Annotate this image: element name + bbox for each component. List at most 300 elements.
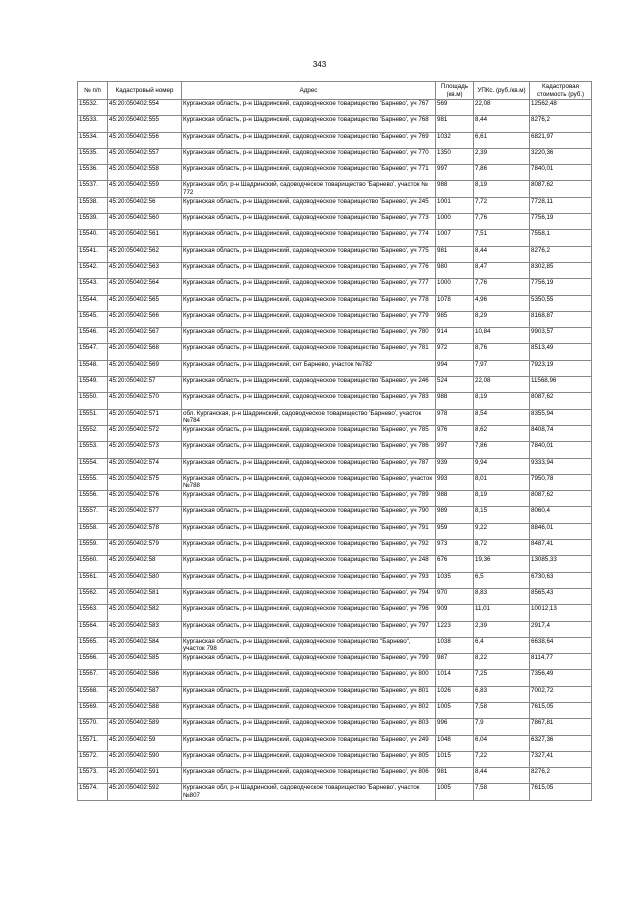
table-row [78,768,592,784]
address-cell: Курганская область, р-н Шадринский, садоводческое товарищество 'Барнево', уч 769 [182,132,436,148]
row-number-cell: 15569. [78,702,108,718]
row-number-cell: 15562. [78,588,108,604]
row-number-cell: 15564. [78,621,108,637]
upks-cell: 7,58 [474,784,530,800]
row-number-cell: 15550. [78,393,108,409]
address-cell: Курганская область, р-н Шадринский, садоводческое товарищество 'Барнево', уч 774 [182,230,436,246]
row-number-cell: 15548. [78,360,108,376]
upks-cell: 7,86 [474,442,530,458]
row-number-cell: 15559. [78,540,108,556]
area-cell: 524 [436,377,474,393]
cadastral-value-cell: 8114,77 [530,654,592,670]
row-number-cell: 15540. [78,230,108,246]
row-number-cell: 15541. [78,246,108,262]
address-cell: Курганская область, р-н Шадринский, садоводческое товарищество 'Барнево', уч 245 [182,197,436,213]
area-cell: 939 [436,458,474,474]
table-row [78,458,592,474]
cadastral-number-cell: 45:20:050402:564 [108,279,182,295]
address-cell: Курганская область, р-н Шадринский, садоводческое товарищество 'Барнево', уч 797 [182,621,436,637]
table-row [78,100,592,116]
row-number-cell: 15536. [78,165,108,181]
cadastral-number-cell: 45:20:050402:571 [108,409,182,425]
cadastral-number-cell: 45:20:050402:58 [108,556,182,572]
row-number-cell: 15560. [78,556,108,572]
row-number-cell: 15567. [78,670,108,686]
address-cell: Курганская область, р-н Шадринский, садоводческое товарищество 'Барнево', уч 802 [182,702,436,718]
upks-cell: 6,04 [474,735,530,751]
cadastral-value-cell: 7002,72 [530,686,592,702]
table-row [78,442,592,458]
cadastral-number-cell: 45:20:050402:560 [108,214,182,230]
cadastral-value-cell: 6821,97 [530,132,592,148]
upks-cell: 8,19 [474,491,530,507]
upks-cell: 8,29 [474,311,530,327]
cadastral-number-cell: 45:20:050402:590 [108,751,182,767]
address-cell: Курганская область, р-н Шадринский, садоводческое товарищество 'Барнево', уч 770 [182,148,436,164]
table-row [78,540,592,556]
cadastral-number-cell: 45:20:050402:579 [108,540,182,556]
cadastral-number-cell: 45:20:050402:591 [108,768,182,784]
row-number-cell: 15566. [78,654,108,670]
area-cell: 569 [436,100,474,116]
upks-cell: 7,51 [474,230,530,246]
table-row [78,295,592,311]
area-cell: 981 [436,246,474,262]
area-cell: 1015 [436,751,474,767]
upks-cell: 8,01 [474,474,530,490]
upks-cell: 8,54 [474,409,530,425]
row-number-cell: 15551. [78,409,108,425]
address-cell: Курганская область, р-н Шадринский, садоводческое товарищество 'Барнево', уч 796 [182,605,436,621]
address-cell: Курганская обл, р-н Шадринский, садоводческое товарищество 'Барнево', участок №807 [182,784,436,800]
cadastral-value-cell: 6730,63 [530,572,592,588]
table-body [78,100,592,801]
table-row [78,588,592,604]
area-cell: 981 [436,768,474,784]
cadastral-value-cell: 6638,64 [530,637,592,653]
area-cell: 981 [436,116,474,132]
upks-cell: 8,19 [474,393,530,409]
address-cell: Курганская область, р-н Шадринский, садоводческое товарищество 'Барнево', уч 790 [182,507,436,523]
upks-cell: 10,84 [474,328,530,344]
cadastral-value-cell: 8087,62 [530,491,592,507]
table-row [78,279,592,295]
cadastral-value-cell: 13085,33 [530,556,592,572]
header-cadastral-number: Кадастровый номер [108,82,182,100]
cadastral-number-cell: 45:20:050402:577 [108,507,182,523]
upks-cell: 7,22 [474,751,530,767]
table-row [78,181,592,197]
cadastral-value-cell: 9903,57 [530,328,592,344]
address-cell: Курганская обл, р-н Шадринский, садоводческое товарищество 'Барнево', участок № 772 [182,181,436,197]
row-number-cell: 15554. [78,458,108,474]
row-number-cell: 15544. [78,295,108,311]
table-row [78,474,592,490]
table-row [78,132,592,148]
table-row [78,507,592,523]
address-cell: Курганская область, р-н Шадринский, садоводческое товарищество 'Барнево', уч 801 [182,686,436,702]
table-row [78,523,592,539]
address-cell: Курганская область, р-н Шадринский, садоводческое товарищество 'Барнево', уч 773 [182,214,436,230]
cadastral-value-cell: 7558,1 [530,230,592,246]
area-cell: 1223 [436,621,474,637]
area-cell: 989 [436,507,474,523]
area-cell: 1000 [436,214,474,230]
cadastral-number-cell: 45:20:050402:574 [108,458,182,474]
area-cell: 976 [436,425,474,441]
cadastral-value-cell: 7756,19 [530,279,592,295]
header-number: № п/п [78,82,108,100]
table-row [78,311,592,327]
table-row [78,572,592,588]
area-cell: 1350 [436,148,474,164]
address-cell: Курганская область, р-н Шадринский, садоводческое товарищество 'Барнево', уч 779 [182,311,436,327]
cadastral-number-cell: 45:20:050402:583 [108,621,182,637]
upks-cell: 7,25 [474,670,530,686]
upks-cell: 2,39 [474,148,530,164]
cadastral-value-cell: 7615,05 [530,702,592,718]
row-number-cell: 15557. [78,507,108,523]
area-cell: 1000 [436,279,474,295]
area-cell: 1005 [436,784,474,800]
cadastre-table [77,81,592,801]
area-cell: 1026 [436,686,474,702]
table-row [78,686,592,702]
row-number-cell: 15543. [78,279,108,295]
row-number-cell: 15533. [78,116,108,132]
cadastral-number-cell: 45:20:050402:570 [108,393,182,409]
cadastral-value-cell: 2917,4 [530,621,592,637]
row-number-cell: 15537. [78,181,108,197]
area-cell: 970 [436,588,474,604]
cadastral-value-cell: 10012,13 [530,605,592,621]
cadastral-number-cell: 45:20:050402:581 [108,588,182,604]
cadastral-value-cell: 7840,01 [530,442,592,458]
area-cell: 997 [436,165,474,181]
address-cell: Курганская область, р-н Шадринский, садоводческое товарищество 'Барнево', уч 768 [182,116,436,132]
row-number-cell: 15565. [78,637,108,653]
cadastral-number-cell: 45:20:050402:59 [108,735,182,751]
area-cell: 980 [436,262,474,278]
table-row [78,702,592,718]
table-row [78,393,592,409]
row-number-cell: 15572. [78,751,108,767]
cadastral-value-cell: 8355,94 [530,409,592,425]
row-number-cell: 15539. [78,214,108,230]
row-number-cell: 15574. [78,784,108,800]
row-number-cell: 15563. [78,605,108,621]
cadastral-value-cell: 7950,78 [530,474,592,490]
cadastral-value-cell: 7728,11 [530,197,592,213]
upks-cell: 8,19 [474,181,530,197]
cadastral-value-cell: 8276,2 [530,116,592,132]
address-cell: Курганская область, р-н Шадринский, садоводческое товарищество 'Барнево', уч 791 [182,523,436,539]
address-cell: Курганская область, р-н Шадринский, садоводческое товарищество 'Барнево', уч 767 [182,100,436,116]
address-cell: Курганская область, р-н Шадринский, снт Барнево, участок №782 [182,360,436,376]
row-number-cell: 15542. [78,262,108,278]
table-row [78,165,592,181]
table-row [78,148,592,164]
cadastral-number-cell: 45:20:050402:589 [108,719,182,735]
area-cell: 1007 [436,230,474,246]
table-row [78,735,592,751]
table-row [78,328,592,344]
upks-cell: 6,83 [474,686,530,702]
upks-cell: 8,15 [474,507,530,523]
cadastral-number-cell: 45:20:050402:584 [108,637,182,653]
address-cell: Курганская область, р-н Шадринский, садоводческое товарищество 'Барнево', уч 799 [182,654,436,670]
cadastral-value-cell: 7923,19 [530,360,592,376]
cadastral-number-cell: 45:20:050402:572 [108,425,182,441]
cadastral-value-cell: 5350,55 [530,295,592,311]
cadastral-value-cell: 7615,05 [530,784,592,800]
row-number-cell: 15571. [78,735,108,751]
address-cell: Курганская область, р-н Шадринский, садоводческое товарищество 'Барнево', уч 775 [182,246,436,262]
cadastral-number-cell: 45:20:050402:563 [108,262,182,278]
cadastral-value-cell: 8087,62 [530,181,592,197]
address-cell: Курганская область, р-н Шадринский, садоводческое товарищество 'Барнево', уч 777 [182,279,436,295]
cadastral-number-cell: 45:20:050402:558 [108,165,182,181]
cadastral-value-cell: 9333,94 [530,458,592,474]
upks-cell: 6,61 [474,132,530,148]
address-cell: Курганская область, р-н Шадринский, садоводческое товарищество 'Барнево', уч 248 [182,556,436,572]
row-number-cell: 15546. [78,328,108,344]
table-row [78,637,592,653]
upks-cell: 7,76 [474,214,530,230]
row-number-cell: 15561. [78,572,108,588]
cadastral-number-cell: 45:20:050402:559 [108,181,182,197]
row-number-cell: 15558. [78,523,108,539]
cadastral-number-cell: 45:20:050402:575 [108,474,182,490]
upks-cell: 8,72 [474,540,530,556]
area-cell: 993 [436,474,474,490]
cadastral-number-cell: 45:20:050402:557 [108,148,182,164]
cadastral-value-cell: 8087,62 [530,393,592,409]
area-cell: 1038 [436,637,474,653]
address-cell: Курганская область, р-н Шадринский, садоводческое товарищество 'Барнево', уч 783 [182,393,436,409]
address-cell: Курганская область, р-н Шадринский, садоводческое товарищество 'Барнево', уч 792 [182,540,436,556]
area-cell: 973 [436,540,474,556]
table-row [78,214,592,230]
cadastral-number-cell: 45:20:050402:562 [108,246,182,262]
cadastral-value-cell: 7867,81 [530,719,592,735]
page-number: 343 [312,60,327,69]
row-number-cell: 15535. [78,148,108,164]
cadastral-value-cell: 8060,4 [530,507,592,523]
upks-cell: 7,58 [474,702,530,718]
cadastral-value-cell: 8408,74 [530,425,592,441]
area-cell: 1014 [436,670,474,686]
upks-cell: 8,83 [474,588,530,604]
upks-cell: 8,44 [474,768,530,784]
address-cell: Курганская область, р-н Шадринский, садоводческое товарищество 'Барнево', уч 805 [182,751,436,767]
cadastral-number-cell: 45:20:050402:56 [108,197,182,213]
area-cell: 1048 [436,735,474,751]
row-number-cell: 15556. [78,491,108,507]
cadastral-value-cell: 8276,2 [530,768,592,784]
address-cell: Курганская область, р-н Шадринский, садоводческое товарищество "Барнево", участок 798 [182,637,436,653]
cadastral-value-cell: 7840,01 [530,165,592,181]
table-row [78,262,592,278]
area-cell: 987 [436,654,474,670]
cadastral-value-cell: 3220,36 [530,148,592,164]
table-row [78,491,592,507]
cadastral-value-cell: 7756,19 [530,214,592,230]
row-number-cell: 15555. [78,474,108,490]
area-cell: 972 [436,344,474,360]
area-cell: 978 [436,409,474,425]
cadastral-value-cell: 7327,41 [530,751,592,767]
cadastral-value-cell: 8276,2 [530,246,592,262]
table-row [78,751,592,767]
address-cell: Курганская область, р-н Шадринский, садоводческое товарищество 'Барнево', уч 776 [182,262,436,278]
area-cell: 997 [436,442,474,458]
upks-cell: 22,08 [474,100,530,116]
cadastral-value-cell: 8302,85 [530,262,592,278]
address-cell: обл. Курганская, р-н Шадринский, садоводческое товарищество 'Барнево', участок №784 [182,409,436,425]
upks-cell: 8,44 [474,116,530,132]
row-number-cell: 15573. [78,768,108,784]
area-cell: 909 [436,605,474,621]
cadastral-number-cell: 45:20:050402:554 [108,100,182,116]
row-number-cell: 15553. [78,442,108,458]
cadastral-value-cell: 8513,49 [530,344,592,360]
cadastral-number-cell: 45:20:050402:586 [108,670,182,686]
address-cell: Курганская область, р-н Шадринский, садоводческое товарищество 'Барнево', уч 249 [182,735,436,751]
cadastral-number-cell: 45:20:050402:567 [108,328,182,344]
upks-cell: 4,96 [474,295,530,311]
cadastral-number-cell: 45:20:050402:566 [108,311,182,327]
row-number-cell: 15568. [78,686,108,702]
cadastral-number-cell: 45:20:050402:585 [108,654,182,670]
upks-cell: 9,22 [474,523,530,539]
cadastral-number-cell: 45:20:050402:588 [108,702,182,718]
area-cell: 1032 [436,132,474,148]
row-number-cell: 15549. [78,377,108,393]
row-number-cell: 15570. [78,719,108,735]
cadastral-number-cell: 45:20:050402:561 [108,230,182,246]
area-cell: 1001 [436,197,474,213]
cadastral-value-cell: 6327,36 [530,735,592,751]
table-row [78,670,592,686]
cadastral-number-cell: 45:20:050402:568 [108,344,182,360]
address-cell: Курганская область, р-н Шадринский, садоводческое товарищество 'Барнево', уч 803 [182,719,436,735]
area-cell: 1078 [436,295,474,311]
upks-cell: 11,01 [474,605,530,621]
cadastral-number-cell: 45:20:050402:565 [108,295,182,311]
table-row [78,246,592,262]
cadastral-number-cell: 45:20:050402:578 [108,523,182,539]
area-cell: 959 [436,523,474,539]
cadastral-value-cell: 7356,49 [530,670,592,686]
upks-cell: 6,5 [474,572,530,588]
upks-cell: 8,47 [474,262,530,278]
area-cell: 996 [436,719,474,735]
upks-cell: 19,36 [474,556,530,572]
address-cell: Курганская область, р-н Шадринский, садоводческое товарищество 'Барнево', уч 780 [182,328,436,344]
row-number-cell: 15545. [78,311,108,327]
upks-cell: 22,08 [474,377,530,393]
row-number-cell: 15547. [78,344,108,360]
area-cell: 1035 [436,572,474,588]
area-cell: 988 [436,491,474,507]
cadastral-value-cell: 8168,87 [530,311,592,327]
cadastral-number-cell: 45:20:050402:592 [108,784,182,800]
cadastral-number-cell: 45:20:050402:57 [108,377,182,393]
area-cell: 676 [436,556,474,572]
upks-cell: 6,4 [474,637,530,653]
table-row [78,719,592,735]
table-row [78,784,592,800]
address-cell: Курганская область, р-н Шадринский, садоводческое товарищество 'Барнево', уч 787 [182,458,436,474]
address-cell: Курганская область, р-н Шадринский, садоводческое товарищество 'Барнево', уч 794 [182,588,436,604]
cadastral-value-cell: 11568,96 [530,377,592,393]
table-row [78,409,592,425]
cadastral-value-cell: 12562,48 [530,100,592,116]
address-cell: Курганская область, р-н Шадринский, садоводческое товарищество 'Барнево', участок №788 [182,474,436,490]
address-cell: Курганская область, р-н Шадринский, садоводческое товарищество 'Барнево', уч 786 [182,442,436,458]
address-cell: Курганская область, р-н Шадринский, садоводческое товарищество 'Барнево', уч 246 [182,377,436,393]
header-cadastral-value: Кадастровая стоимость (руб.) [530,82,592,100]
header-upks: УПКс. (руб./кв.м) [474,82,530,100]
area-cell: 914 [436,328,474,344]
cadastral-number-cell: 45:20:050402:576 [108,491,182,507]
table-row [78,230,592,246]
table-row [78,360,592,376]
row-number-cell: 15538. [78,197,108,213]
area-cell: 1005 [436,702,474,718]
upks-cell: 8,76 [474,344,530,360]
area-cell: 988 [436,181,474,197]
cadastral-number-cell: 45:20:050402:587 [108,686,182,702]
address-cell: Курганская область, р-н Шадринский, садоводческое товарищество 'Барнево', уч 789 [182,491,436,507]
address-cell: Курганская область, р-н Шадринский, садоводческое товарищество 'Барнево', уч 793 [182,572,436,588]
table-row [78,425,592,441]
upks-cell: 2,39 [474,621,530,637]
header-area: Площадь (кв.м) [436,82,474,100]
upks-cell: 9,94 [474,458,530,474]
cadastral-value-cell: 8487,41 [530,540,592,556]
area-cell: 985 [436,311,474,327]
table-row [78,344,592,360]
row-number-cell: 15552. [78,425,108,441]
cadastral-value-cell: 8846,01 [530,523,592,539]
table-header-row [78,82,592,100]
address-cell: Курганская область, р-н Шадринский, садоводческое товарищество 'Барнево', уч 800 [182,670,436,686]
header-address: Адрес [182,82,436,100]
address-cell: Курганская область, р-н Шадринский, садоводческое товарищество 'Барнево', уч 781 [182,344,436,360]
table-row [78,197,592,213]
cadastral-number-cell: 45:20:050402:556 [108,132,182,148]
table-row [78,556,592,572]
area-cell: 994 [436,360,474,376]
address-cell: Курганская область, р-н Шадринский, садоводческое товарищество 'Барнево', уч 806 [182,768,436,784]
cadastral-number-cell: 45:20:050402:573 [108,442,182,458]
address-cell: Курганская область, р-н Шадринский, садоводческое товарищество 'Барнево', уч 771 [182,165,436,181]
table-row [78,654,592,670]
row-number-cell: 15534. [78,132,108,148]
address-cell: Курганская область, р-н Шадринский, садоводческое товарищество 'Барнево', уч 785 [182,425,436,441]
table-row [78,116,592,132]
upks-cell: 7,76 [474,279,530,295]
cadastral-number-cell: 45:20:050402:582 [108,605,182,621]
upks-cell: 8,62 [474,425,530,441]
upks-cell: 8,44 [474,246,530,262]
upks-cell: 7,97 [474,360,530,376]
table-row [78,621,592,637]
table-row [78,377,592,393]
cadastral-value-cell: 8565,43 [530,588,592,604]
